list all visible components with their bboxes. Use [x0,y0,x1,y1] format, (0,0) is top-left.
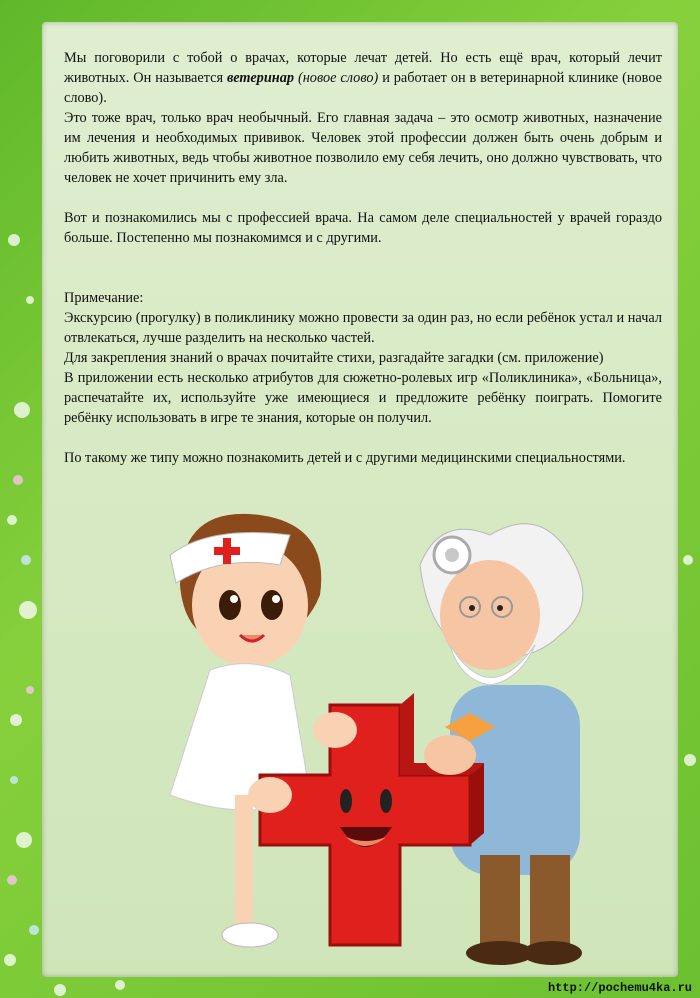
paragraph-summary: Вот и познакомились мы с профессией врача. На самом деле специальностей у врачей гораздо больше. Постепенно мы познакомимся и с другими. [64,210,662,246]
note-excursion: Экскурсию (прогулку) в поликлинику можно провести за один раз, но если ребёнок устал и начал отвлекаться, лучше разделить на несколько частей. [64,310,662,346]
note-poems: Для закрепления знаний о врачах почитайте стихи, разгадайте загадки (см. приложение) [64,350,604,366]
note-title: Примечание: [64,290,144,306]
article-text [64,48,662,468]
paragraph-vet: Мы поговорили с тобой о врачах, которые лечат детей. Но есть ещё врач, который лечит животных. Он называется ветеринар (новое слово) и работает он в ветеринарной клинике (новое слово). [64,50,662,106]
nurse-and-doctor-illustration [150,495,600,975]
footer-url: http://pochemu4ka.ru [547,981,692,995]
note-roleplay: В приложении есть несколько атрибутов для сюжетно-ролевых игр «Поликлиника», «Больница», распечатайте их, используйте уже имеющиеся и предложите ребёнку поиграть. Помогите ребёнку использовать в игре те знания, которые он получил. [64,370,662,426]
paragraph-other-specialties: По такому же типу можно познакомить детей и с другими медицинскими специальностями. [64,450,626,466]
nurse-figure [170,514,321,947]
term-veterinarian: ветеринар [227,70,295,86]
paragraph-vet-duties: Это тоже врач, только врач необычный. Его главная задача – это осмотр животных, назначение им лечения и необходимых прививок. Человек этой профессии должен быть очень добрым и любить животных, ведь чтобы животное позволило ему себя лечить, оно должно чувствовать, что человек не хочет причинить ему зла. [64,110,662,186]
